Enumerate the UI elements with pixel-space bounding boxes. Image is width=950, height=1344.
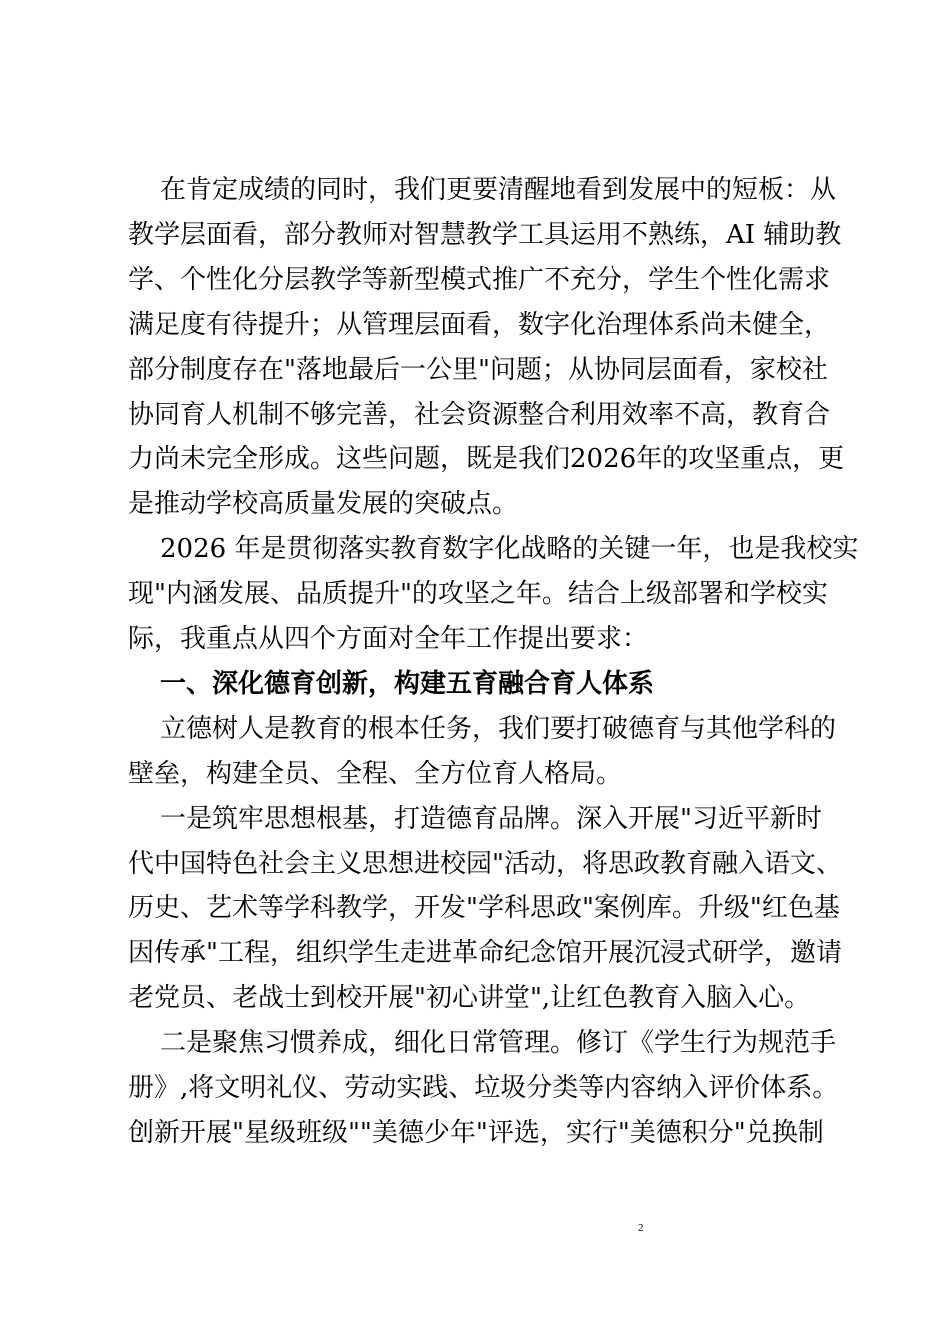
paragraph-line: 壁垒，构建全员、全程、全方位育人格局。 [128, 759, 623, 789]
paragraph-line: 立德树人是教育的根本任务，我们要打破德育与其他学科的 [160, 714, 837, 744]
paragraph-line: 部分制度存在"落地最后一公里"问题；从协同层面看，家校社 [128, 355, 828, 385]
paragraph-line: 2026 年是贯彻落实教育数字化战略的关键一年，也是我校实 [160, 534, 859, 564]
paragraph-line: 际，我重点从四个方面对全年工作提出要求： [128, 624, 649, 654]
paragraph-line: 历史、艺术等学科教学，开发"学科思政"案例库。升级"红色基 [128, 893, 840, 923]
paragraph-line: 是推动学校高质量发展的突破点。 [128, 489, 519, 519]
paragraph-line: 现"内涵发展、品质提升"的攻坚之年。结合上级部署和学校实 [128, 579, 828, 609]
paragraph-line: 创新开展"星级班级""美德少年"评选，实行"美德积分"兑换制 [128, 1118, 824, 1148]
paragraph-line: 教学层面看，部分教师对智慧教学工具运用不熟练，AI 辅助教 [128, 220, 842, 250]
paragraph-line: 协同育人机制不够完善，社会资源整合利用效率不高，教育合 [128, 400, 831, 430]
paragraph-line: 在肯定成绩的同时，我们更要清醒地看到发展中的短板：从 [160, 175, 837, 205]
paragraph-line: 力尚未完全形成。这些问题，既是我们2026年的攻坚重点，更 [128, 444, 845, 474]
page-number: 2 [638, 1222, 644, 1234]
paragraph-line: 一是筑牢思想根基，打造德育品牌。深入开展"习近平新时 [160, 804, 822, 834]
paragraph-line: 册》,将文明礼仪、劳动实践、垃圾分类等内容纳入评价体系。 [128, 1073, 839, 1103]
paragraph-line: 因传承"工程，组织学生走进革命纪念馆开展沉浸式研学，邀请 [128, 938, 842, 968]
paragraph-line: 学、个性化分层教学等新型模式推广不充分，学生个性化需求 [128, 265, 831, 295]
paragraph-line: 满足度有待提升；从管理层面看，数字化治理体系尚未健全， [128, 310, 831, 340]
paragraph-line: 二是聚焦习惯养成，细化日常管理。修订《学生行为规范手 [160, 1028, 837, 1058]
paragraph-line: 老党员、老战士到校开展"初心讲堂",让红色教育入脑入心。 [128, 983, 811, 1013]
section-heading: 一、深化德育创新，构建五育融合育人体系 [160, 669, 655, 699]
paragraph-line: 代中国特色社会主义思想进校园"活动，将思政教育融入语文、 [128, 849, 842, 879]
